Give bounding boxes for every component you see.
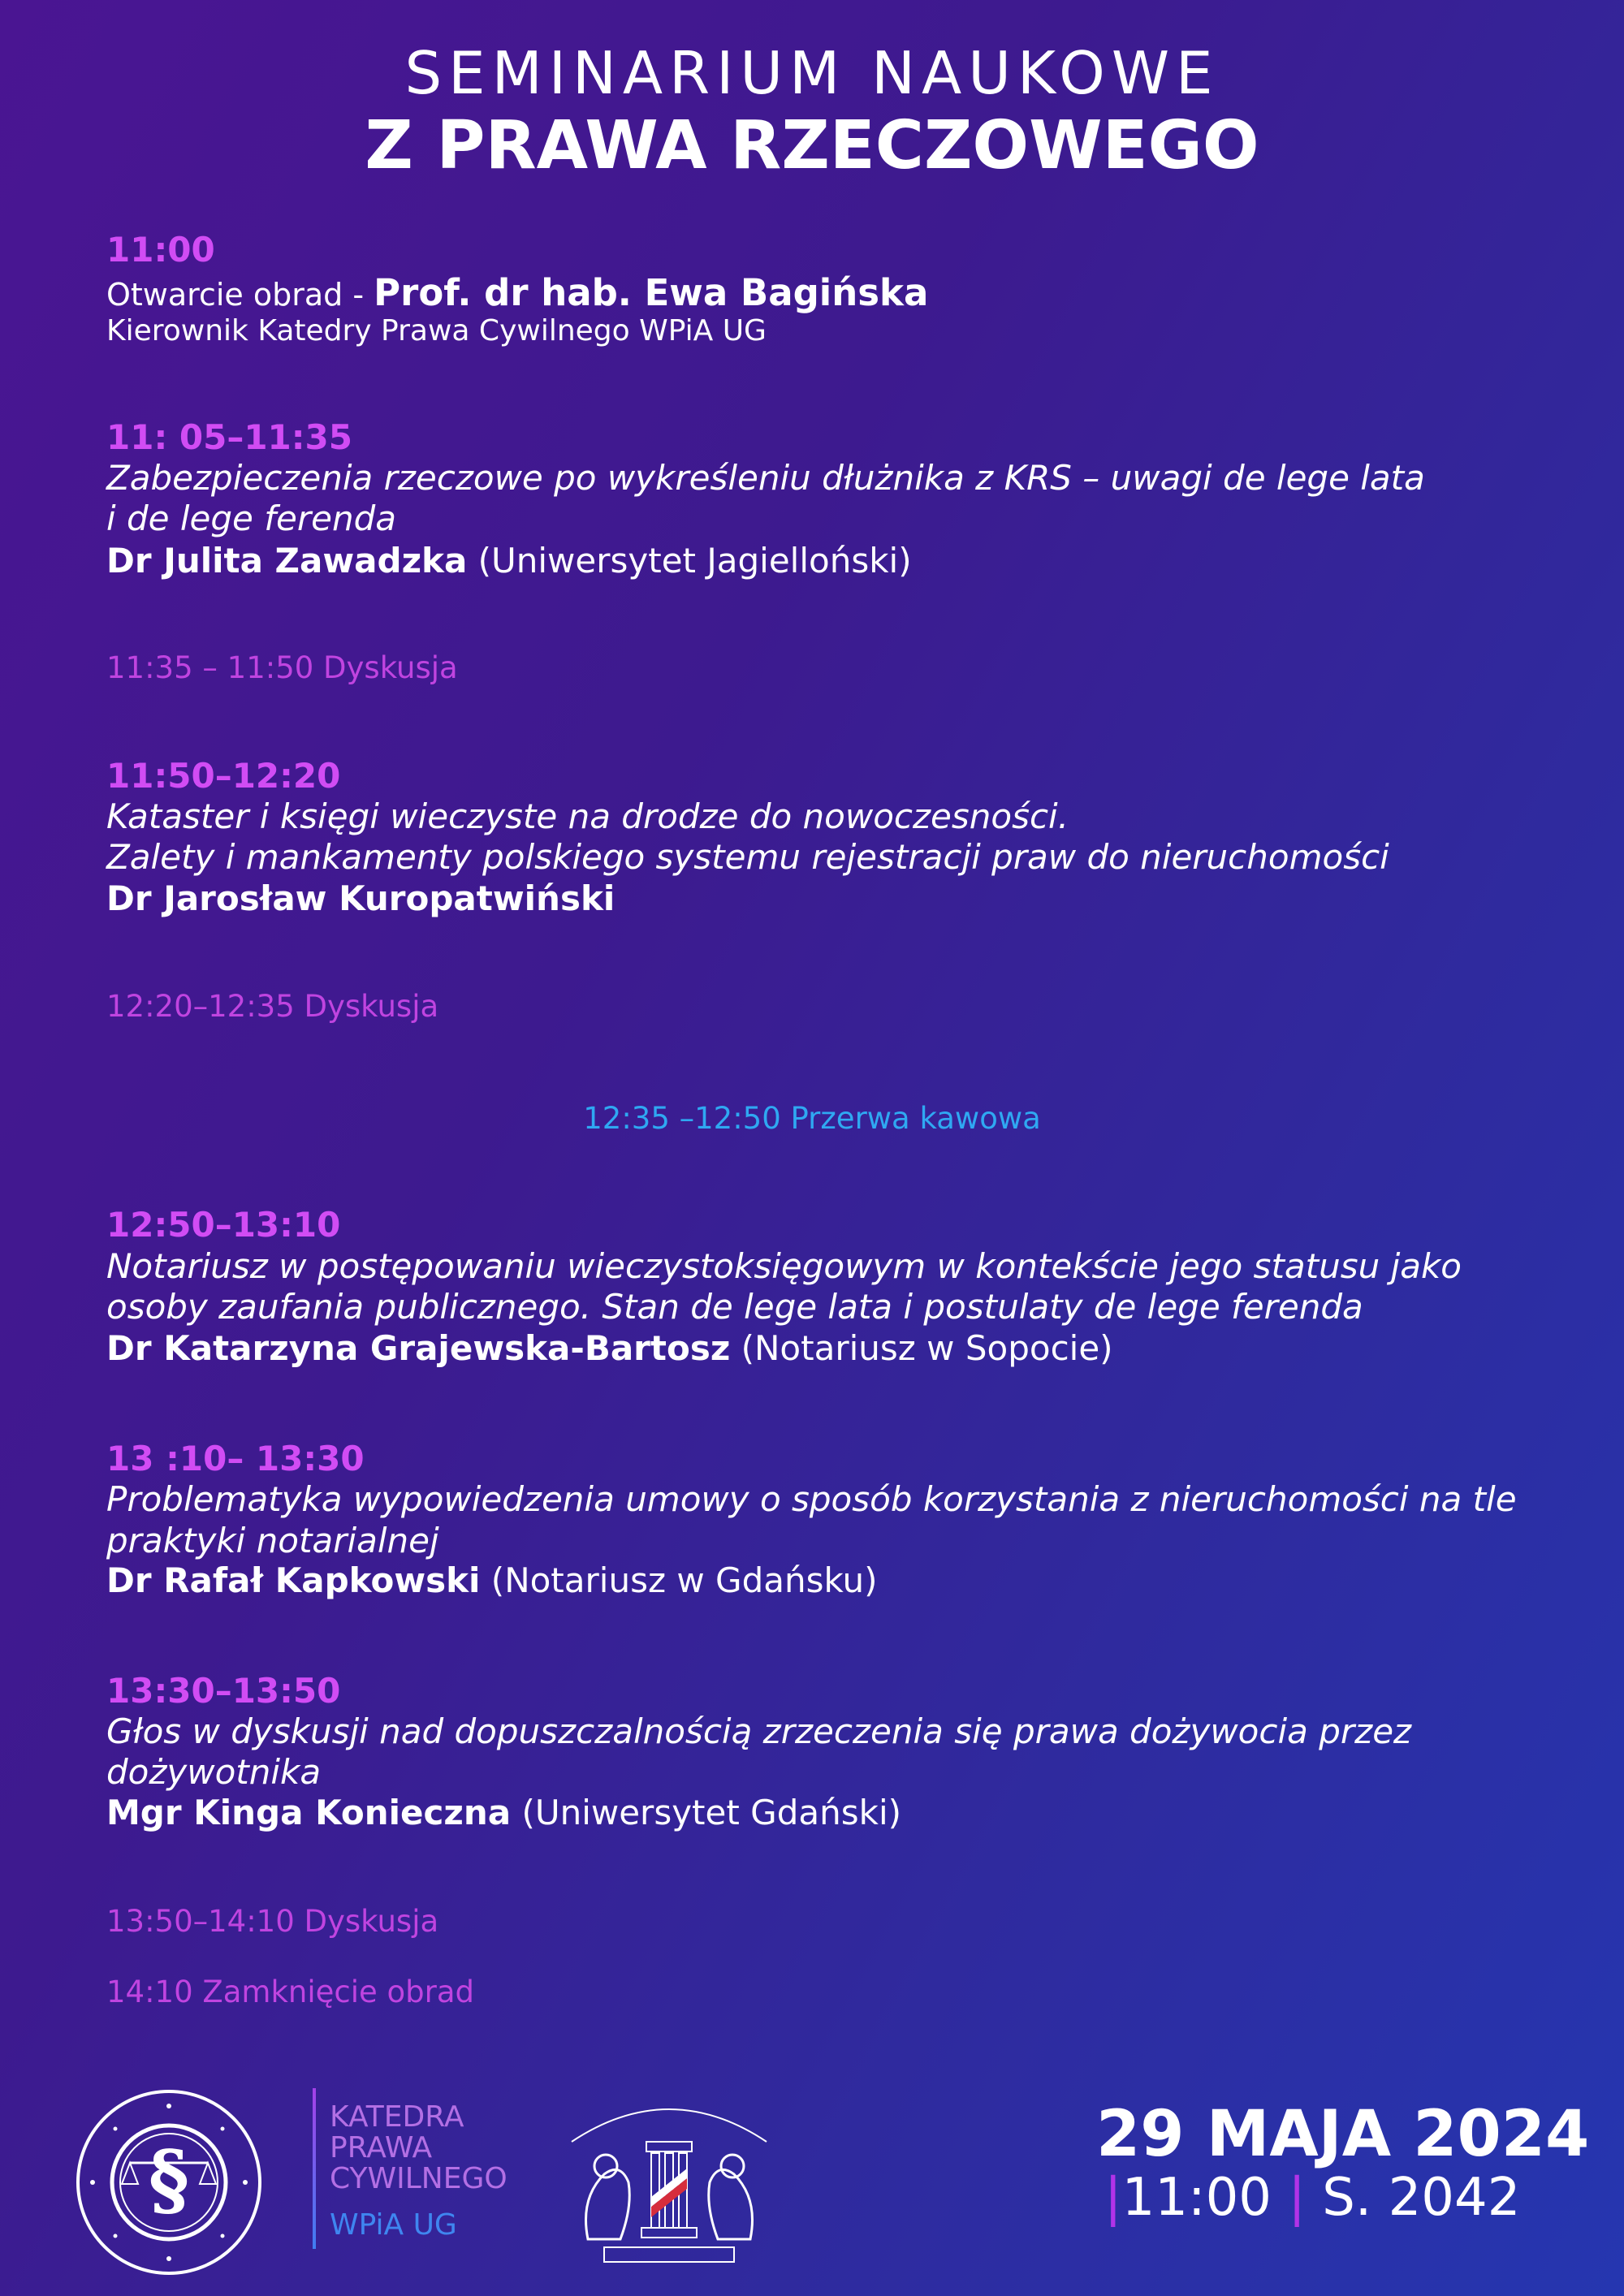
event-hour: 11:00	[1121, 2168, 1272, 2228]
talk3-time: 12:50–13:10	[106, 1205, 341, 1245]
talk2-title-line2: Zalety i mankamenty polskiego systemu rejestracji praw do nieruchomości	[106, 837, 1389, 877]
talk5-title-line1: Głos w dyskusji nad dopuszczalnością zrzeczenia się prawa dożywocia przez	[106, 1711, 1412, 1751]
katedra-line2: PRAWA	[330, 2131, 433, 2164]
svg-text:§: §	[148, 2134, 190, 2225]
header-title-line1: SEMINARIUM NAUKOWE	[404, 39, 1220, 107]
talk1-title-line2: i de lege ferenda	[106, 498, 396, 538]
opening-prefix: Otwarcie obrad -	[106, 277, 374, 313]
talk4-title-line1: Problematyka wypowiedzenia umowy o sposób korzystania z nieruchomości na tle	[106, 1479, 1517, 1519]
talk5-speaker: Mgr Kinga Konieczna	[106, 1793, 512, 1832]
talk5-speaker-line	[106, 1793, 901, 1832]
talk1-title-line1: Zabezpieczenia rzeczowe po wykreśleniu dłużnika z KRS – uwagi de lege lata	[106, 458, 1425, 498]
closing: 14:10 Zamknięcie obrad	[106, 1974, 475, 2009]
coffee-break: 12:35 –12:50 Przerwa kawowa	[583, 1101, 1041, 1136]
talk4-speaker: Dr Rafał Kapkowski	[106, 1560, 481, 1600]
talk4-time: 13 :10– 13:30	[106, 1439, 365, 1478]
discussion-2: 12:20–12:35 Dyskusja	[106, 989, 439, 1024]
divider-line	[313, 2088, 316, 2249]
separator-bar: |	[1288, 2168, 1306, 2228]
talk2-speaker: Dr Jarosław Kuropatwiński	[106, 878, 615, 918]
izba-notarialna-logo	[555, 2085, 783, 2267]
talk2-title-line1: Kataster i księgi wieczyste na drodze do nowoczesności.	[106, 796, 1069, 836]
talk4-affiliation: (Notariusz w Gdańsku)	[480, 1560, 878, 1600]
opening-role: Kierownik Katedry Prawa Cywilnego WPiA UG	[106, 314, 767, 347]
separator-bar: |	[1104, 2168, 1122, 2228]
talk1-time: 11: 05–11:35	[106, 417, 353, 457]
talk1-speaker: Dr Julita Zawadzka	[106, 541, 468, 580]
talk5-title-line2: dożywotnika	[106, 1752, 322, 1792]
event-time-room	[1104, 2168, 1520, 2228]
opening-time: 11:00	[106, 230, 215, 270]
talk5-affiliation: (Uniwersytet Gdański)	[511, 1793, 902, 1832]
katedra-label	[330, 2102, 508, 2195]
talk1-affiliation: (Uniwersytet Jagielloński)	[467, 541, 912, 580]
talk3-affiliation: (Notariusz w Sopocie)	[730, 1328, 1113, 1368]
talk2-speaker-line	[106, 878, 615, 918]
talk5-time: 13:30–13:50	[106, 1671, 341, 1711]
talk3-title-line1: Notariusz w postępowaniu wieczystoksięgowym w kontekście jego statusu jako	[106, 1246, 1462, 1286]
talk2-time: 11:50–12:20	[106, 756, 341, 796]
katedra-line1: KATEDRA	[330, 2100, 464, 2134]
opening-speaker: Prof. dr hab. Ewa Bagińska	[374, 271, 929, 314]
talk3-speaker: Dr Katarzyna Grajewska-Bartosz	[106, 1328, 731, 1368]
discussion-1: 11:35 – 11:50 Dyskusja	[106, 650, 458, 685]
event-date: 29 MAJA 2024	[1096, 2098, 1590, 2171]
discussion-3: 13:50–14:10 Dyskusja	[106, 1904, 439, 1939]
ug-seal-logo	[71, 2085, 266, 2280]
talk4-speaker-line	[106, 1560, 878, 1600]
event-room: S. 2042	[1322, 2168, 1521, 2228]
talk3-title-line2: osoby zaufania publicznego. Stan de lege lata i postulaty de lege ferenda	[106, 1287, 1363, 1327]
wpia-label: WPiA UG	[330, 2208, 457, 2242]
katedra-line3: CYWILNEGO	[330, 2162, 508, 2195]
header-title-line2: Z PRAWA RZECZOWEGO	[365, 107, 1259, 184]
opening-line	[106, 271, 928, 314]
talk3-speaker-line	[106, 1328, 1113, 1368]
talk1-speaker-line	[106, 541, 912, 580]
talk4-title-line2: praktyki notarialnej	[106, 1521, 439, 1560]
